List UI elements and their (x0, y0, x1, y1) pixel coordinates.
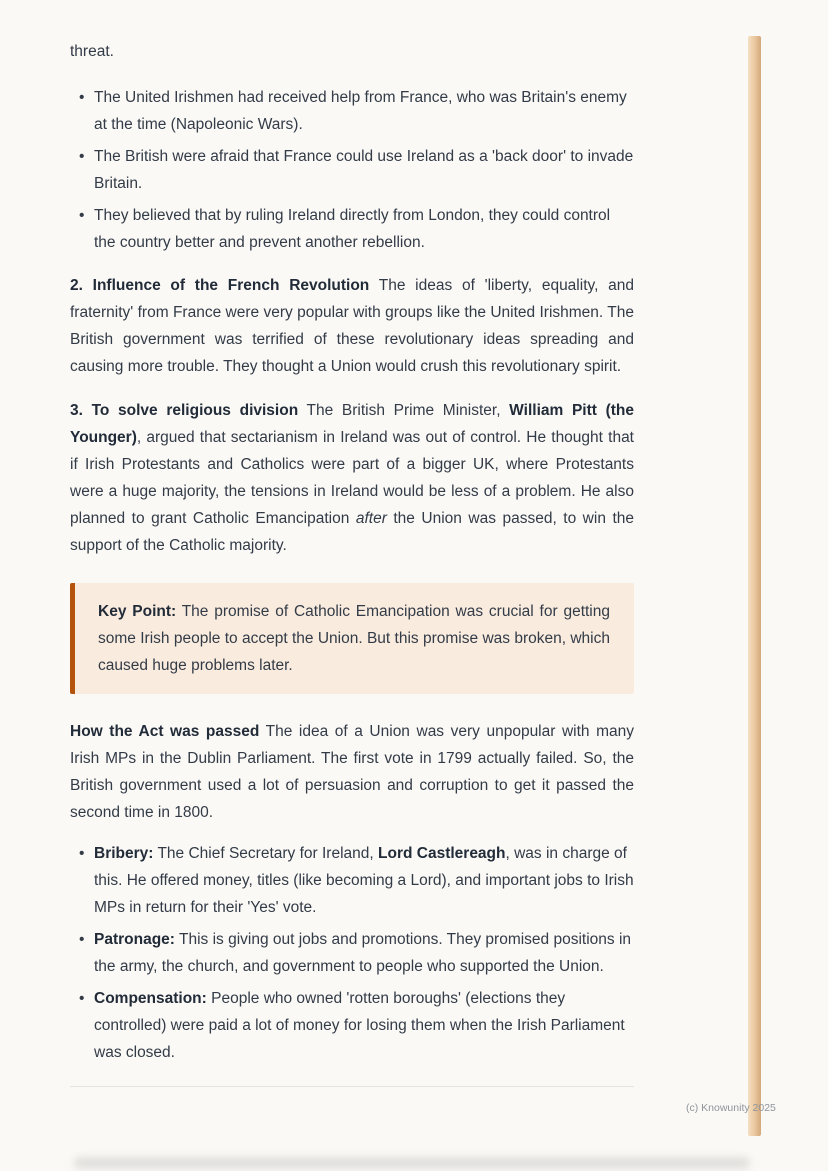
text-segment: The British were afraid that France could use Ireland as a 'back door' to invade Britain. (94, 148, 634, 192)
methods-list (70, 840, 634, 1066)
callout-text (98, 598, 610, 679)
text-segment: The Chief Secretary for Ireland, (153, 845, 379, 862)
text-segment: The promise of Catholic Emancipation was crucial for getting some Irish people to accept the Union. But this promise was broken, which caused huge problems later. (98, 603, 610, 674)
list-item (70, 143, 634, 197)
key-point-callout (70, 583, 634, 694)
divider (70, 1086, 634, 1087)
list-item (70, 202, 634, 256)
list-item (70, 84, 634, 138)
paragraph-how-act-passed (70, 718, 634, 826)
watermark: (c) Knowunity 2025 (686, 1102, 776, 1114)
text-segment: , was in charge of this. He offered money, titles (like becoming a Lord), and important jobs to Irish MPs in return for their 'Yes' vote. (94, 845, 634, 916)
term-label: Compensation: (94, 990, 207, 1007)
text-segment: The British Prime Minister, (298, 402, 510, 419)
text-segment: They believed that by ruling Ireland directly from London, they could control the country better and prevent another rebellion. (94, 207, 611, 251)
italic-segment: after (355, 510, 387, 527)
paragraph-religious-division (70, 397, 634, 559)
term-label: Bribery: (94, 845, 154, 862)
text-segment: This is giving out jobs and promotions. They promised positions in the army, the church, and government to people who supported the Union. (94, 931, 632, 975)
term-label: Patronage: (94, 931, 175, 948)
callout-label: Key Point: (98, 603, 177, 620)
inline-heading: 2. Influence of the French Revolution (70, 277, 370, 294)
page-edge-strip (748, 36, 761, 1136)
paragraph-fragment: threat. (70, 43, 114, 60)
list-item (70, 985, 634, 1066)
list-item (70, 926, 634, 980)
document-content (70, 38, 634, 1087)
text-segment: People who owned 'rotten boroughs' (elections they controlled) were paid a lot of money for losing them when the Irish Parliament was closed. (94, 990, 625, 1061)
inline-heading: 3. To solve religious division (70, 402, 299, 419)
text-segment: The ideas of 'liberty, equality, and fraternity' from France were very popular with groups like the United Irishmen. The British government was terrified of these revolutionary ideas spreading and causing more trouble. They thought a Union would crush this revolutionary spirit. (70, 277, 634, 375)
paragraph-french-revolution (70, 272, 634, 380)
reasons-list (70, 84, 634, 256)
bold-name: William Pitt (the Younger) (70, 402, 634, 446)
bold-name: Lord Castlereagh (378, 845, 506, 862)
text-segment: The idea of a Union was very unpopular with many Irish MPs in the Dublin Parliament. The first vote in 1799 actually failed. So, the British government used a lot of persuasion and corruption to get it passed the second time in 1800. (70, 723, 635, 821)
text-segment: the Union was passed, to win the support of the Catholic majority. (70, 510, 634, 554)
text-segment: , argued that sectarianism in Ireland was out of control. He thought that if Irish Protestants and Catholics were part of a bigger UK, where Protestants were a huge majority, the tensions in Ireland would be less of a problem. He also planned to grant Catholic Emancipation (70, 429, 634, 527)
text-segment: The United Irishmen had received help from France, who was Britain's enemy at the time (Napoleonic Wars). (94, 89, 627, 133)
list-item (70, 840, 634, 921)
inline-heading: How the Act was passed (70, 723, 260, 740)
page-bottom-shadow (74, 1157, 750, 1169)
